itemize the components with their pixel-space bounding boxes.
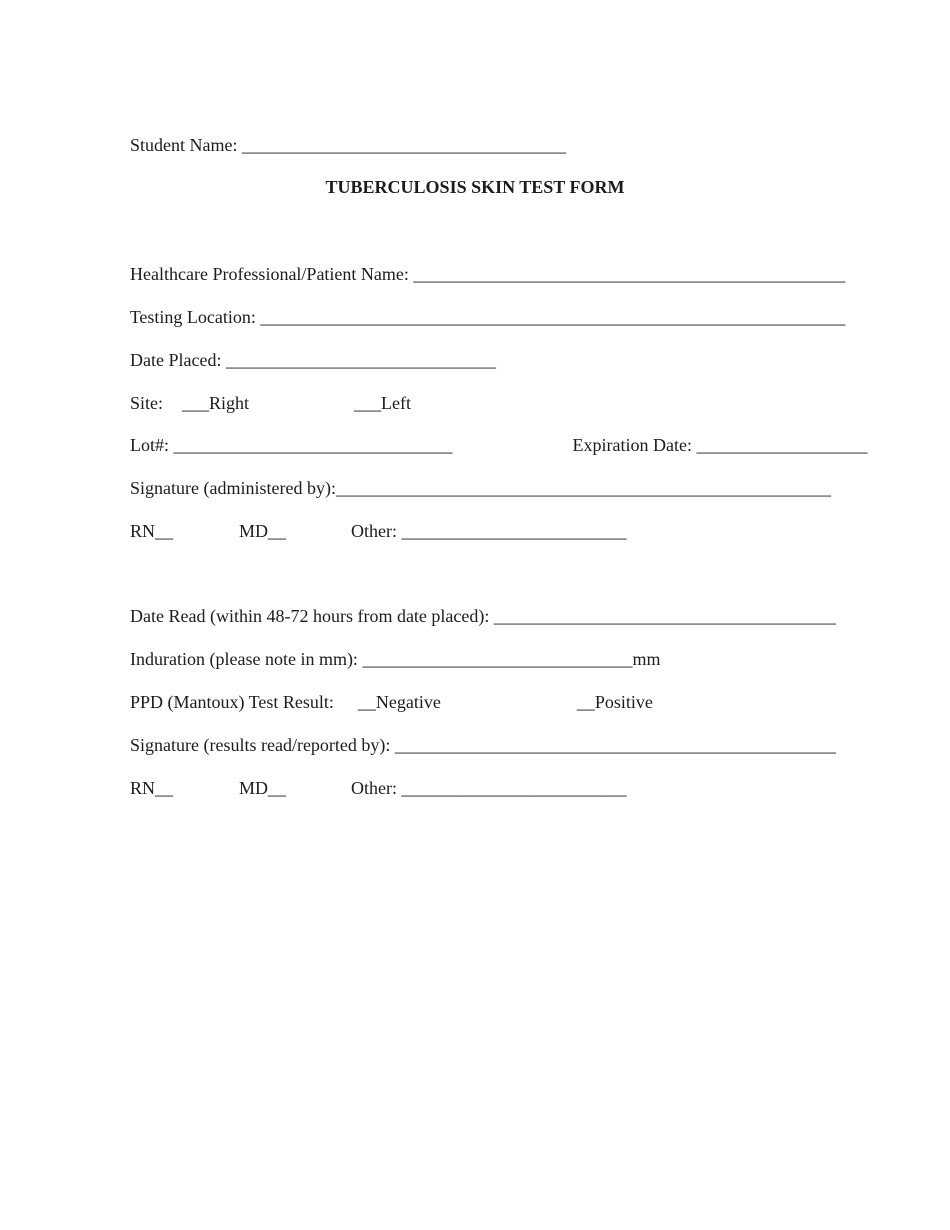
read-rn-option: RN__: [130, 778, 174, 798]
signature-administered-label: Signature (administered by):: [130, 478, 336, 498]
student-name-label: Student Name:: [130, 135, 242, 155]
date-placed-blank: ______________________________: [225, 350, 496, 370]
ppd-result-label: PPD (Mantoux) Test Result:: [130, 692, 334, 712]
expiration-date-label: Expiration Date:: [572, 435, 697, 455]
spacer: [173, 793, 239, 794]
read-other-blank: _________________________: [401, 778, 627, 798]
admin-other-blank: _________________________: [401, 521, 627, 541]
induration-unit: mm: [632, 649, 661, 669]
student-name-blank: ____________________________________: [241, 135, 566, 155]
spacer: [334, 707, 358, 708]
admin-rn-option: RN__: [130, 521, 174, 541]
testing-location-label: Testing Location:: [129, 307, 261, 327]
induration-label: Induration (please note in mm):: [130, 649, 363, 669]
read-md-option: MD__: [239, 778, 287, 798]
signature-administered-blank: _______________________________________________________: [335, 478, 831, 498]
spacer: [453, 450, 573, 451]
lot-label: Lot#:: [130, 435, 174, 455]
student-name-row: [112, 112, 566, 178]
healthcare-name-label: Healthcare Professional/Patient Name:: [130, 264, 414, 284]
admin-md-option: MD__: [239, 521, 287, 541]
spacer: [163, 408, 182, 409]
ppd-negative-option: __Negative: [357, 692, 441, 712]
date-read-label: Date Read (within 48-72 hours from date placed):: [130, 606, 494, 626]
ppd-positive-option: __Positive: [576, 692, 653, 712]
admin-roles-row: [112, 498, 627, 564]
spacer: [173, 536, 239, 537]
read-other-label: Other:: [351, 778, 402, 798]
signature-read-label: Signature (results read/reported by):: [130, 735, 395, 755]
date-read-blank: ______________________________________: [493, 606, 836, 626]
healthcare-name-blank: ________________________________________________: [413, 264, 846, 284]
spacer: [286, 793, 351, 794]
site-left-option: ___Left: [354, 393, 412, 413]
site-right-option: ___Right: [182, 393, 250, 413]
spacer: [249, 408, 354, 409]
date-placed-label: Date Placed:: [130, 350, 226, 370]
spacer: [286, 536, 351, 537]
site-label: Site:: [130, 393, 164, 413]
signature-read-blank: _________________________________________________: [394, 735, 836, 755]
form-title: TUBERCULOSIS SKIN TEST FORM: [325, 177, 625, 197]
lot-blank: _______________________________: [173, 435, 453, 455]
admin-other-label: Other:: [351, 521, 402, 541]
read-roles-row: [112, 755, 627, 821]
testing-location-blank: _________________________________________________________________: [260, 307, 846, 327]
induration-blank: ______________________________: [362, 649, 633, 669]
expiration-date-blank: ___________________: [696, 435, 868, 455]
spacer: [441, 707, 577, 708]
